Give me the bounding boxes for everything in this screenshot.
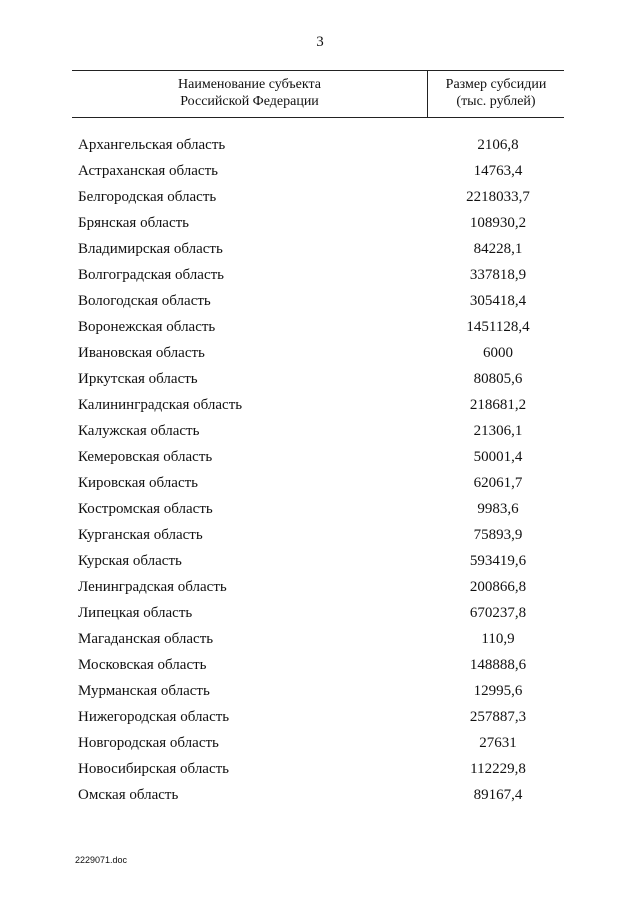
- table-row: [78, 418, 564, 444]
- table-row: [78, 704, 564, 730]
- region-name: Архангельская область: [78, 137, 226, 153]
- table-row: [78, 652, 564, 678]
- table-row: [78, 470, 564, 496]
- subsidy-amount: 27631: [479, 735, 517, 751]
- subsidy-amount: 75893,9: [473, 527, 523, 543]
- column-header-subsidy-amount: [428, 71, 564, 117]
- subsidy-amount: 200866,8: [469, 579, 527, 595]
- table-row: [78, 132, 564, 158]
- document-filename: 2229071.doc: [75, 855, 128, 865]
- subsidy-amount: 218681,2: [469, 397, 527, 413]
- region-name: Кировская область: [78, 475, 199, 491]
- subsidy-amount: 14763,4: [473, 163, 523, 179]
- column-header-subsidy-amount-line1: Размер субсидии: [445, 77, 547, 92]
- table-row: [78, 288, 564, 314]
- region-name: Нижегородская область: [78, 709, 230, 725]
- region-name: Мурманская область: [78, 683, 210, 699]
- region-name: Кемеровская область: [78, 449, 213, 465]
- table-row: [78, 340, 564, 366]
- subsidy-amount: 84228,1: [473, 241, 523, 257]
- subsidy-amount: 305418,4: [469, 293, 527, 309]
- table-row: [78, 522, 564, 548]
- subsidy-amount: 148888,6: [469, 657, 527, 673]
- page-number: 3: [316, 34, 324, 50]
- table-row: [78, 574, 564, 600]
- region-name: Калининградская область: [78, 397, 243, 413]
- column-header-region-name-line2: Российской Федерации: [180, 94, 319, 109]
- subsidy-amount: 62061,7: [473, 475, 523, 491]
- subsidy-amount: 593419,6: [469, 553, 527, 569]
- table-row: [78, 496, 564, 522]
- table-row: [78, 366, 564, 392]
- region-name: Костромская область: [78, 501, 213, 517]
- subsidy-amount: 1451128,4: [466, 319, 530, 335]
- region-name: Вологодская область: [78, 293, 211, 309]
- region-name: Воронежская область: [78, 319, 216, 335]
- region-name: Волгоградская область: [78, 267, 224, 283]
- region-name: Калужская область: [78, 423, 200, 439]
- table-row: [78, 236, 564, 262]
- table-body: [78, 132, 564, 808]
- table-row: [78, 392, 564, 418]
- subsidy-amount: 9983,6: [477, 501, 519, 517]
- column-header-subsidy-amount-line2: (тыс. рублей): [456, 94, 536, 109]
- subsidy-amount: 50001,4: [473, 449, 523, 465]
- table-row: [78, 314, 564, 340]
- subsidy-amount: 257887,3: [469, 709, 527, 725]
- table-row: [78, 730, 564, 756]
- table-row: [78, 184, 564, 210]
- region-name: Ленинградская область: [78, 579, 227, 595]
- region-name: Курская область: [78, 553, 182, 569]
- subsidy-amount: 110,9: [481, 631, 515, 647]
- subsidy-amount: 2106,8: [477, 137, 519, 153]
- subsidy-amount: 670237,8: [469, 605, 527, 621]
- region-name: Курганская область: [78, 527, 203, 543]
- region-name: Магаданская область: [78, 631, 214, 647]
- table-row: [78, 600, 564, 626]
- subsidy-amount: 89167,4: [473, 787, 523, 803]
- table-row: [78, 444, 564, 470]
- table-row: [78, 262, 564, 288]
- table-row: [78, 626, 564, 652]
- table-header: [72, 70, 564, 118]
- region-name: Новгородская область: [78, 735, 219, 751]
- region-name: Московская область: [78, 657, 207, 673]
- column-header-region-name: [72, 71, 428, 117]
- region-name: Новосибирская область: [78, 761, 230, 777]
- region-name: Липецкая область: [78, 605, 193, 621]
- region-name: Ивановская область: [78, 345, 205, 361]
- table-row: [78, 210, 564, 236]
- table-row: [78, 678, 564, 704]
- region-name: Белгородская область: [78, 189, 217, 205]
- subsidy-amount: 108930,2: [469, 215, 527, 231]
- column-header-region-name-line1: Наименование субъекта: [178, 77, 321, 92]
- table-row: [78, 548, 564, 574]
- region-name: Омская область: [78, 787, 179, 803]
- table-row: [78, 756, 564, 782]
- subsidy-amount: 21306,1: [473, 423, 523, 439]
- table-row: [78, 158, 564, 184]
- subsidy-amount: 12995,6: [473, 683, 523, 699]
- subsidy-amount: 112229,8: [470, 761, 526, 777]
- subsidy-amount: 2218033,7: [466, 189, 530, 205]
- subsidy-amount: 337818,9: [469, 267, 527, 283]
- subsidy-amount: 80805,6: [473, 371, 523, 387]
- subsidy-amount: 6000: [483, 345, 513, 361]
- region-name: Иркутская область: [78, 371, 198, 387]
- region-name: Брянская область: [78, 215, 190, 231]
- table-row: [78, 782, 564, 808]
- region-name: Астраханская область: [78, 163, 218, 179]
- region-name: Владимирская область: [78, 241, 223, 257]
